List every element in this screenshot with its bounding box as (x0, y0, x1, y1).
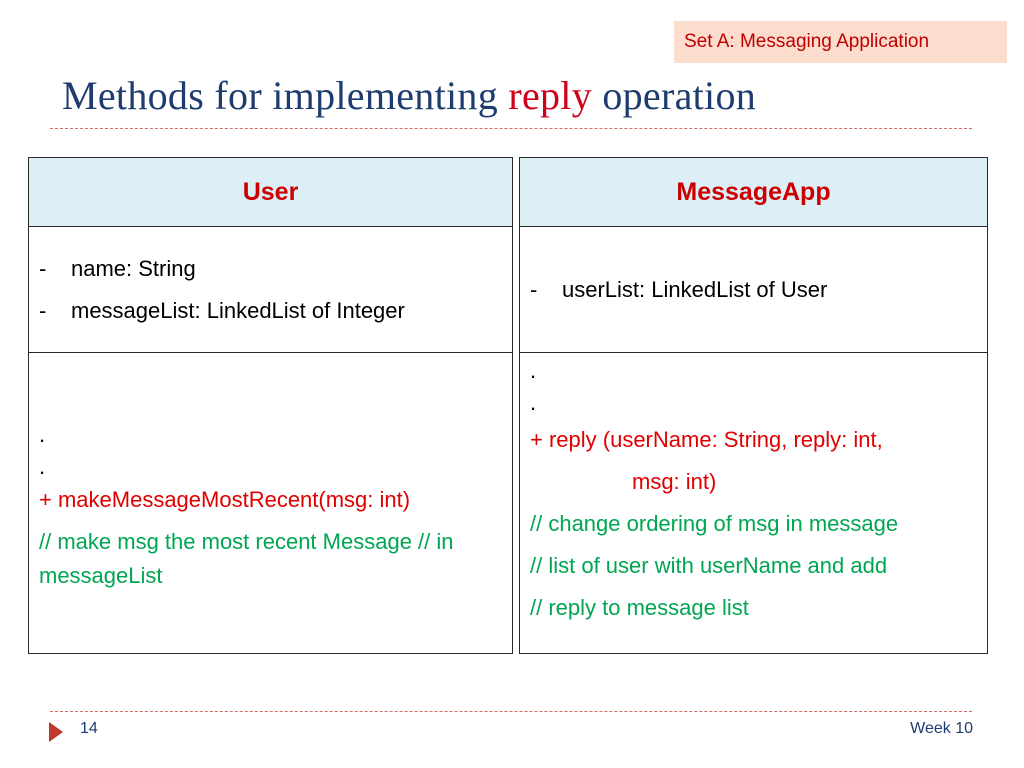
title-text-end: operation (592, 73, 757, 118)
ellipsis-dot: . (39, 454, 46, 479)
method-signature-continued: msg: int) (632, 469, 717, 494)
messageapp-methods (520, 353, 987, 653)
messageapp-class-box (519, 157, 988, 654)
slide-title (62, 72, 756, 119)
user-methods (29, 353, 512, 653)
user-class-box (28, 157, 513, 654)
messageapp-attributes (520, 227, 987, 353)
title-divider (50, 128, 972, 129)
footer-divider (50, 711, 972, 712)
attribute-row (39, 290, 502, 332)
messageapp-class-name: MessageApp (520, 158, 987, 227)
method-comment: // reply to message list (530, 595, 749, 620)
user-methods-block (39, 419, 504, 593)
attribute-text: name: String (71, 255, 196, 281)
attribute-dash: - (530, 276, 538, 302)
title-text: Methods for implementing (62, 73, 509, 118)
method-signature: + makeMessageMostRecent(msg: int) (39, 487, 411, 512)
user-class-name: User (29, 158, 512, 227)
ellipsis-dot: . (530, 358, 537, 383)
attribute-dash: - (39, 297, 47, 323)
attribute-row (39, 248, 502, 290)
method-comment: // change ordering of msg in message (530, 511, 899, 536)
method-signature: + reply (userName: String, reply: int, (530, 427, 883, 452)
triangle-marker-icon (49, 722, 63, 742)
week-label: Week 10 (910, 720, 973, 737)
title-accent: reply (508, 73, 593, 118)
user-attributes (29, 227, 512, 353)
attribute-dash: - (39, 255, 47, 281)
method-comment: // list of user with userName and add (530, 553, 888, 578)
attribute-text: userList: LinkedList of User (562, 276, 828, 302)
set-label: Set A: Messaging Application (674, 21, 1007, 63)
ellipsis-dot: . (39, 422, 46, 447)
messageapp-methods-block (530, 355, 980, 629)
method-comment: // make msg the most recent Message // in messageList (39, 529, 454, 588)
ellipsis-dot: . (530, 390, 537, 415)
attribute-row (530, 269, 977, 311)
page-number: 14 (80, 720, 98, 737)
attribute-text: messageList: LinkedList of Integer (71, 297, 405, 323)
